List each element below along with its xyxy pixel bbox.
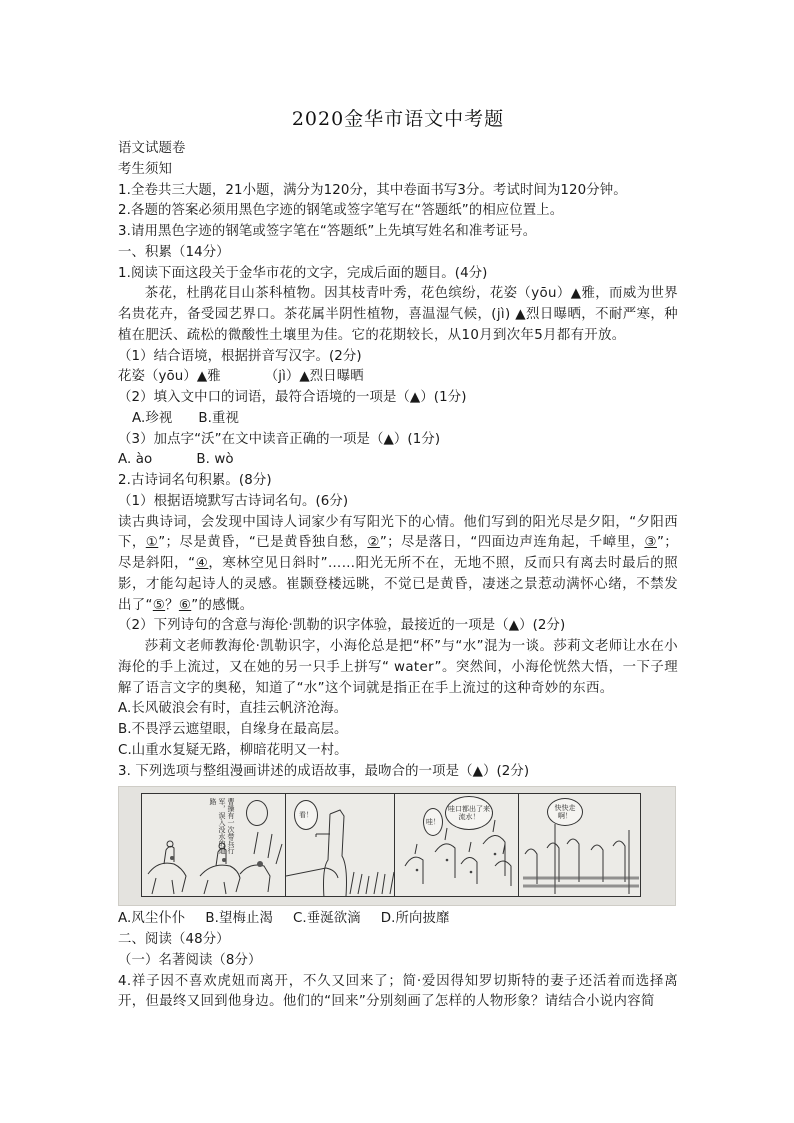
horse-rider-illustration: [142, 824, 286, 897]
notice-item: 3.请用黑色字迹的钢笔或签字笔在“答题纸”上先填写姓名和准考证号。: [118, 224, 537, 239]
helen-keller-passage: 莎莉文老师教海伦·凯勒识字，小海伦总是把“杯”与“水”混为一谈。莎莉文老师让水在小海伦的手上流过，又在她的另一只手上拼写“ water”。突然间，小海伦恍然大悟，一下子理解了语言文字的奥秘，知道了“水”这个词就是指正在手上流过的这种奇妙的东西。: [118, 639, 678, 696]
speech-bubble-small: 哇！: [423, 808, 443, 836]
comic-panel-2: [285, 793, 395, 897]
option-b: B.望梅止渴: [205, 911, 273, 927]
pinyin-items: [118, 367, 678, 388]
soldiers-illustration: [395, 794, 519, 897]
passage-text: 读古典诗词，会发现中国诗人词家少有写阳光下的心情。他们写到的阳光尽是夕阳，“夕阳西下，: [118, 514, 678, 551]
blank-2: ②: [367, 535, 380, 551]
subsection-heading: （一）名著阅读（8分）: [118, 952, 262, 968]
paper-name: 语文试题卷: [118, 141, 186, 156]
sub-question: （1）结合语境，根据拼音写汉字。(2分): [118, 348, 362, 364]
comic-panel-1: [141, 793, 286, 897]
question-passage: 茶花，杜鹃花目山茶科植物。因其枝青叶秀，花色缤纷，花姿（yōu）▲雅，而威为世界名贵花卉，备受园艺界口。茶花属半阴性植物，喜温湿气候，(jì) ▲烈日曝晒，不耐严寒，种植在肥沃、疏松的微酸性土壤里为佳。它的花期较长，从10月到次年5月都有开放。: [118, 286, 678, 343]
sub-question: （3）加点字“沃”在文中读音正确的一项是（▲）(1分): [118, 431, 441, 447]
sub-question: （2）填入文中口的词语，最符合语境的一项是（▲）(1分): [118, 390, 467, 405]
sub-question: （2）下列诗句的含意与海伦·凯勒的识字体验，最接近的一项是（▲）(2分): [118, 618, 566, 634]
passage-text: ”的感慨。: [191, 597, 254, 613]
notice-item: 1.全卷共三大题，21小题，满分为120分，其中卷面书写3分。考试时间为120分钟。: [118, 182, 627, 198]
blank-3: ③: [644, 535, 657, 551]
comic-strip-image: [118, 786, 676, 906]
sun-icon: [246, 800, 268, 826]
answer-options: [118, 450, 678, 471]
pinyin-item: 花姿（yōu）▲雅: [118, 369, 221, 385]
question-stem: 2.古诗词名句积累。(8分): [118, 473, 272, 488]
answer-options: [118, 909, 678, 930]
option-a: A.风尘仆仆: [118, 911, 186, 927]
option-d: D.所向披靡: [380, 911, 450, 927]
passage-text: ”；尽是落日，“四面边声连角起，千嶂里，: [379, 535, 645, 551]
comic-panel-4: [518, 793, 641, 897]
page-title: 2020金华市语文中考题: [291, 108, 505, 130]
option-b: B. wò: [196, 452, 234, 468]
speech-bubble-large: 哇口都出了来流水！: [445, 796, 493, 830]
option-a: A.珍视: [132, 410, 173, 426]
poetry-passage: [118, 513, 678, 617]
notice-heading: 考生须知: [118, 161, 172, 177]
speech-bubble: 快快走啊！: [547, 798, 583, 826]
pinyin-item: （jì）▲烈日曝晒: [264, 369, 364, 385]
option-c: C.垂涎欲滴: [292, 911, 361, 927]
section-heading: 二、阅读（48分）: [118, 932, 230, 947]
passage-text: ”；尽是斜阳，“: [118, 535, 678, 571]
passage-text: ”；尽是黄昏，“已是黄昏独自愁，: [158, 535, 368, 551]
passage-text: ？: [165, 597, 179, 613]
question-stem: 1.阅读下面这段关于金华市花的文字，完成后面的题目。(4分): [118, 265, 488, 281]
marching-soldiers-illustration: [519, 794, 641, 897]
passage-text: ，寒林空见日斜时”……阳光无所不在，无地不照，反而只有离去时最后的照影，才能勾起诗人的灵感。崔颢登楼远眺，不觉已是黄昏，凄迷之景惹动满怀心绪，不禁发出了“: [118, 556, 678, 613]
option-a: A. ào: [118, 452, 153, 468]
question-stem: 4.祥子因不喜欢虎妞而离开，不久又回来了；简·爱因得知罗切斯特的妻子还活着而选择离开，但最终又回到他身边。他们的“回来”分别刻画了怎样的人物形象？请结合小说内容简: [118, 973, 678, 1010]
panel-caption: 曹操有一次带兵行军，误入没水的道路: [209, 798, 235, 855]
blank-4: ④: [195, 556, 209, 571]
blank-6: ⑥: [178, 597, 192, 613]
exam-body: [118, 139, 678, 1013]
answer-options: [118, 409, 678, 430]
section-heading: 一、积累（14分）: [118, 244, 230, 260]
general-illustration: [286, 794, 395, 897]
comic-panel-3: [394, 793, 519, 897]
blank-1: ①: [145, 535, 159, 551]
speech-bubble: 看！: [294, 800, 318, 830]
option-b: B.重视: [198, 410, 239, 426]
option-a: A.长风破浪会有时，直挂云帆济沧海。: [118, 701, 348, 717]
option-b: B.不畏浮云遮望眼，自缘身在最高层。: [118, 722, 348, 737]
sub-question: （1）根据语境默写古诗词名句。(6分): [118, 493, 349, 509]
question-stem: 3. 下列选项与整组漫画讲述的成语故事，最吻合的一项是（▲）(2分): [118, 763, 530, 779]
notice-item: 2.各题的答案必须用黑色字迹的钢笔或签字笔写在“答题纸”的相应位置上。: [118, 203, 564, 219]
option-c: C.山重水复疑无路，柳暗花明又一村。: [118, 742, 348, 758]
blank-5: ⑤: [152, 597, 166, 613]
